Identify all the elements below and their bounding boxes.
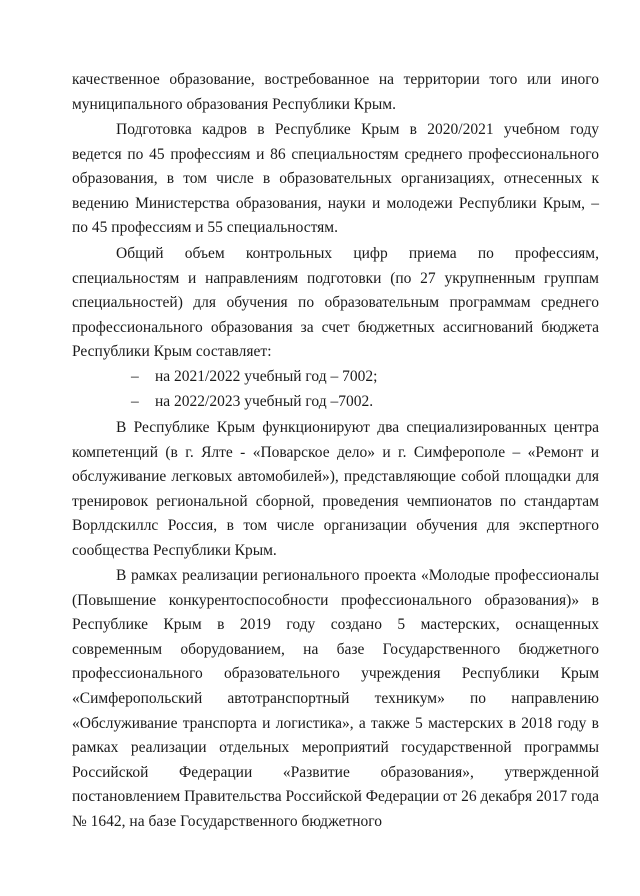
list-item xyxy=(131,390,373,415)
paragraph-training-professions: Подготовка кадров в Республике Крым в 2020/2021 учебном году ведется по 45 профессиям и 86 специальностям среднего профессионального образования, в том числе в образовательных организациях, отнесенных к ведению Министерства образования, науки и молодежи Республики Крым, – по 45 профессиям и 55 специальностям. xyxy=(72,121,599,237)
paragraph-admission-figures: Общий объем контрольных цифр приема по профессиям, специальностям и направлениям подготовки (по 27 укрупненным группам специальностей) для обучения по образовательным программам среднего профессионального образования за счет бюджетных ассигнований бюджета Республики Крым составляет: xyxy=(72,245,599,361)
list-item-text: на 2022/2023 учебный год –7002. xyxy=(155,393,374,410)
list-item xyxy=(131,365,377,390)
list-marker: – xyxy=(131,393,139,410)
paragraph-competence-centers: В Республике Крым функционируют два специализированных центра компетенций (в г. Ялте - «Поварское дело» и г. Симферополе – «Ремонт и обслуживание легковых автомобилей»), представляющие собой площадки для тренировок региональной сборной, проведения чемпионатов по стандартам Ворлдскиллс Россия, в том числе организации обучения для экспертного сообщества Республики Крым. xyxy=(72,419,599,559)
paragraph-continuation: качественное образование, востребованное на территории того или иного муниципального образования Республики Крым. xyxy=(72,71,599,113)
paragraph-young-professionals: В рамках реализации регионального проекта «Молодые профессионалы (Повышение конкурентоспособности профессионального образования)» в Республике Крым в 2019 году создано 5 мастерских, оснащенных современным оборудованием, на базе Государственного бюджетного профессионального образовательного учреждения Республики Крым «Симферопольский автотранспортный техникум» по направлению «Обслуживание транспорта и логистика», а также 5 мастерских в 2018 году в рамках реализации отдельных мероприятий государственной программы Российской Федерации «Развитие образования», утвержденной постановлением Правительства Российской Федерации от 26 декабря 2017 года № 1642, на базе Государственного бюджетного xyxy=(72,567,599,830)
list-marker: – xyxy=(131,368,139,385)
list-item-text: на 2021/2022 учебный год – 7002; xyxy=(155,368,378,385)
